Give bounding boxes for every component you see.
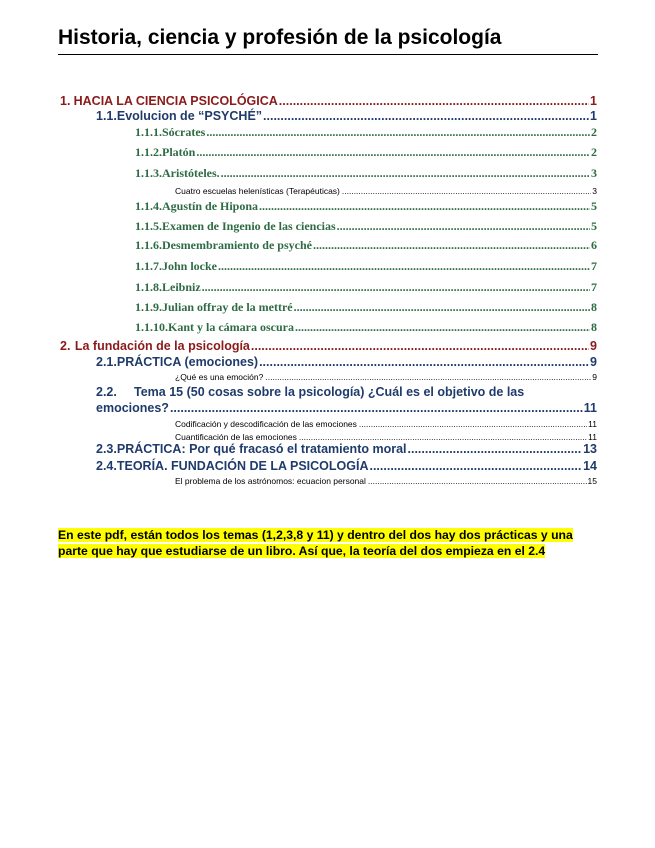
toc-leader	[170, 400, 583, 416]
toc-entry-2-2[interactable]	[96, 384, 597, 400]
toc-leader	[251, 338, 589, 354]
toc-label: PRÁCTICA: Por qué fracasó el tratamiento moral	[116, 442, 407, 456]
toc-label: Kant y la cámara oscura	[168, 320, 294, 334]
toc-page: 7	[591, 280, 597, 294]
toc-entry-1-1[interactable]	[96, 108, 597, 124]
toc-entry-sub[interactable]	[175, 473, 597, 489]
toc-leader	[369, 458, 582, 474]
page-title: Historia, ciencia y profesión de la psicología	[58, 24, 598, 55]
toc-page: 8	[591, 320, 597, 334]
toc-page: 7	[591, 259, 597, 273]
toc-page: 2	[591, 125, 597, 139]
toc-number: 1.	[60, 94, 71, 108]
toc-leader	[202, 279, 590, 295]
toc-number: 1.1.10.	[135, 320, 168, 334]
toc-label: Evolucion de “PSYCHÉ”	[116, 109, 263, 123]
toc-label: Aristóteles.	[162, 166, 220, 180]
toc-entry-2-2-cont[interactable]	[96, 400, 597, 416]
toc-label: TEORÍA. FUNDACIÓN DE LA PSICOLOGÍA	[116, 459, 369, 473]
toc-entry-1-1-2[interactable]	[135, 144, 597, 160]
toc-number: 1.1.5.	[135, 219, 162, 233]
toc-label: Agustín de Hipona	[162, 199, 259, 213]
toc-number: 1.1.2.	[135, 145, 162, 159]
toc-label: Cuatro escuelas helenísticas (Terapéuticas)	[175, 186, 340, 196]
toc-leader	[368, 473, 587, 489]
toc-page: 11	[588, 419, 597, 429]
toc-entry-2[interactable]	[60, 338, 597, 354]
toc-page: 8	[591, 300, 597, 314]
toc-page: 13	[583, 442, 597, 456]
toc-number: 1.1.4.	[135, 199, 162, 213]
toc-number: 1.1.1.	[135, 125, 162, 139]
toc-page: 15	[587, 476, 597, 486]
toc-number: 1.1.8.	[135, 280, 162, 294]
toc-entry-2-3[interactable]	[96, 441, 597, 457]
toc-label: Julian offray de la mettré	[162, 300, 293, 314]
toc-label: Examen de Ingenio de las ciencias	[162, 219, 336, 233]
toc-page: 1	[590, 109, 597, 123]
toc-number: 2.1.	[96, 355, 117, 369]
toc-label: Platón	[162, 145, 196, 159]
toc-leader	[295, 319, 590, 335]
toc-label: ¿Qué es una emoción?	[175, 372, 264, 382]
toc-leader	[294, 299, 590, 315]
toc-label: Sócrates	[162, 125, 206, 139]
toc-leader	[408, 441, 583, 457]
toc-label: El problema de los astrónomos: ecuacion personal	[175, 476, 366, 486]
toc-page: 3	[592, 186, 597, 196]
toc-number: 1.1.9.	[135, 300, 162, 314]
toc-label: Cuantificación de las emociones	[175, 432, 297, 442]
toc-label: emociones?	[96, 401, 169, 415]
toc-entry-1-1-7[interactable]	[135, 258, 597, 274]
toc-entry-1-1-1[interactable]	[135, 124, 597, 140]
toc-number: 1.1.7.	[135, 259, 162, 273]
toc-leader	[259, 198, 590, 214]
toc-leader	[337, 218, 590, 234]
toc-page: 14	[583, 459, 597, 473]
toc-entry-sub[interactable]	[175, 183, 597, 199]
toc-label: PRÁCTICA (emociones)	[116, 355, 259, 369]
toc-leader	[221, 165, 590, 181]
toc-page: 11	[583, 401, 597, 415]
toc-label: Codificación y descodificación de las emociones	[175, 419, 357, 429]
toc-label: HACIA LA CIENCIA PSICOLÓGICA	[73, 94, 278, 108]
toc-page: 6	[591, 238, 597, 252]
toc-number: 2.3.	[96, 442, 117, 456]
toc-number: 2.2.	[96, 385, 117, 399]
toc-label: John locke	[162, 259, 218, 273]
toc-page: 9	[590, 355, 597, 369]
toc-number: 1.1.6.	[135, 238, 162, 252]
note-text: En este pdf, están todos los temas (1,2,3,8 y 11) y dentro del dos hay dos prácticas y una parte que hay que estudiarse de un libro. Así que, la teoría del dos empieza en el 2.4	[58, 528, 573, 558]
toc-entry-2-4[interactable]	[96, 458, 597, 474]
toc-number: 1.1.3.	[135, 166, 162, 180]
toc-page: 9	[592, 372, 597, 382]
toc-page: 5	[591, 199, 597, 213]
toc-entry-1-1-3[interactable]	[135, 165, 597, 181]
toc-entry-1-1-4[interactable]	[135, 198, 597, 214]
toc-leader	[218, 258, 590, 274]
toc-leader	[206, 124, 590, 140]
toc-entry-sub[interactable]	[175, 369, 597, 385]
toc-entry-1-1-6[interactable]	[135, 237, 597, 253]
toc-label: Tema 15 (50 cosas sobre la psicología) ¿Cuál es el objetivo de las	[134, 385, 525, 399]
toc-label: La fundación de la psicología	[74, 339, 250, 353]
toc-leader	[265, 369, 591, 385]
toc-entry-1[interactable]	[60, 93, 597, 109]
toc-leader	[279, 93, 589, 109]
toc-leader	[196, 144, 590, 160]
toc-page: 11	[588, 432, 597, 442]
toc-page: 9	[590, 339, 597, 353]
toc-label: Desmembramiento de psyché	[162, 238, 312, 252]
toc-entry-1-1-10[interactable]	[135, 319, 597, 335]
highlighted-note	[58, 527, 588, 559]
toc-number: 2.4.	[96, 459, 117, 473]
toc-number: 2.	[60, 339, 71, 353]
toc-entry-1-1-5[interactable]	[135, 218, 597, 234]
toc-leader	[342, 183, 591, 199]
toc-page: 5	[591, 219, 597, 233]
toc-leader	[263, 108, 589, 124]
toc-page: 1	[590, 94, 597, 108]
toc-entry-1-1-9[interactable]	[135, 299, 597, 315]
toc-entry-2-1[interactable]	[96, 354, 597, 370]
toc-number: 1.1.	[96, 109, 117, 123]
toc-page: 3	[591, 166, 597, 180]
toc-leader	[259, 354, 589, 370]
toc-label: Leibniz	[162, 280, 201, 294]
toc-entry-1-1-8[interactable]	[135, 279, 597, 295]
toc-page: 2	[591, 145, 597, 159]
toc-leader	[313, 237, 590, 253]
